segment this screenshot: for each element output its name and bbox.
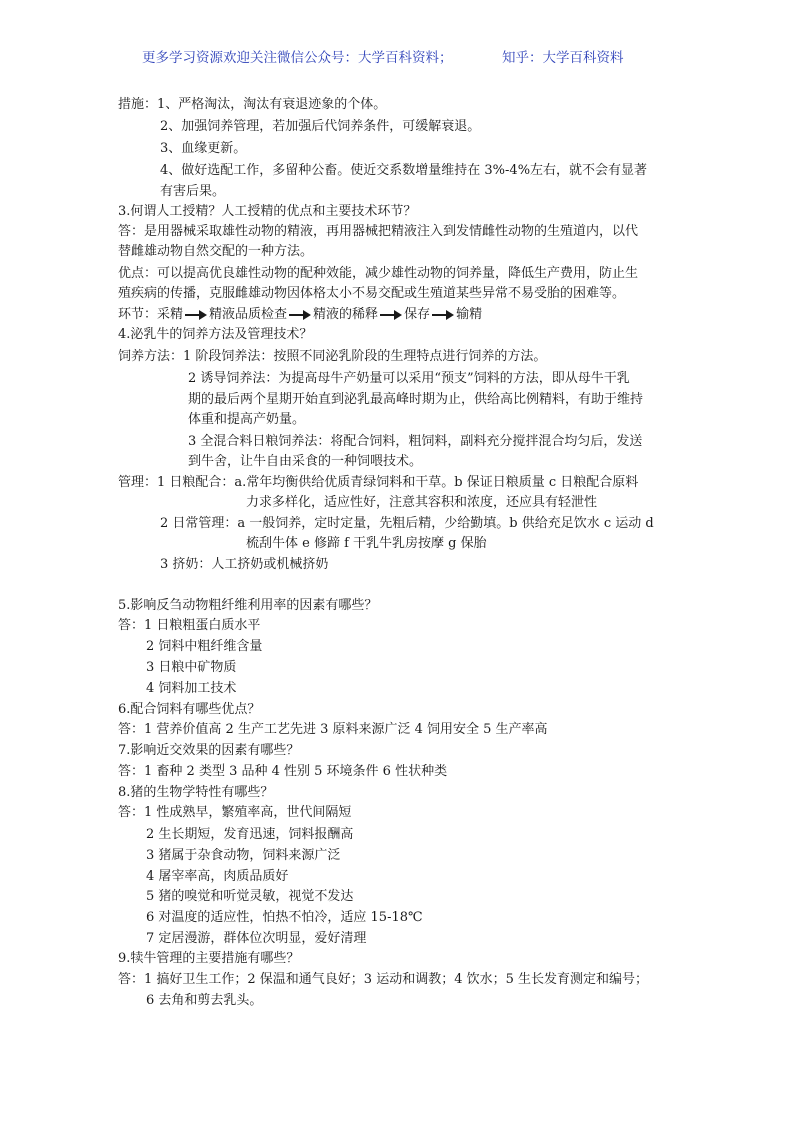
question-heading: 3.何谓人工授精？人工授精的优点和主要技术环节？ xyxy=(118,204,417,219)
text-line: 优点：可以提高优良雄性动物的配种效能，减少雄性动物的饲养量，降低生产费用，防止生 xyxy=(118,266,639,281)
question-heading: 9.犊牛管理的主要措施有哪些？ xyxy=(118,951,300,966)
text-line: 体重和提高产奶量。 xyxy=(188,412,306,427)
text-line: 3 全混合料日粮饲养法：将配合饲料，粗饲料，副料充分搅拌混合均匀后，发送 xyxy=(188,434,643,449)
right-arrow-icon xyxy=(289,310,311,320)
text-line: 答：1 畜种 2 类型 3 品种 4 性别 5 环境条件 6 性状种类 xyxy=(118,764,448,779)
text-line: 6 去角和剪去乳头。 xyxy=(146,993,263,1008)
question-heading: 4.泌乳牛的饲养方法及管理技术？ xyxy=(118,327,313,342)
process-step: 采精 xyxy=(157,307,184,322)
text-line: 2、加强饲养管理，若加强后代饲养条件，可缓解衰退。 xyxy=(160,119,481,134)
text-line: 有害后果。 xyxy=(160,184,226,199)
text-line: 答：1 性成熟早，繁殖率高，世代间隔短 xyxy=(118,805,352,820)
text-line: 管理：1 日粮配合：a.常年均衡供给优质青绿饲料和干草。b 保证日粮质量 c 日粮配合原料 xyxy=(118,475,639,490)
text-line: 答：1 日粮粗蛋白质水平 xyxy=(118,618,261,633)
text-line: 2 饲料中粗纤维含量 xyxy=(146,639,263,654)
header-wechat-notice: 更多学习资源欢迎关注微信公众号：大学百科资料； xyxy=(142,50,453,66)
text-line: 答：1 营养价值高 2 生产工艺先进 3 原料来源广泛 4 饲用安全 5 生产率高 xyxy=(118,722,548,737)
text-line: 饲养方法：1 阶段饲养法：按照不同泌乳阶段的生理特点进行饲养的方法。 xyxy=(118,349,547,364)
text-line: 6 对温度的适应性，怕热不怕冷，适应 15-18℃ xyxy=(146,910,423,925)
header-zhihu-notice: 知乎：大学百科资料 xyxy=(502,50,624,66)
right-arrow-icon xyxy=(185,310,207,320)
text-line: 殖疾病的传播，克服雌雄动物因体格太小不易交配或生殖道某些异常不易受胎的困难等。 xyxy=(118,286,626,301)
text-line: 梳刮牛体 e 修蹄 f 干乳牛乳房按摩 g 保胎 xyxy=(246,536,487,551)
text-line: 2 诱导饲养法：为提高母牛产奶量可以采用“预支”饲料的方法，即从母牛干乳 xyxy=(188,371,630,386)
text-line: 力求多样化，适应性好，注意其容积和浓度，还应具有轻泄性 xyxy=(246,495,598,510)
text-line: 3 猪属于杂食动物，饲料来源广泛 xyxy=(146,848,341,863)
text-line: 4 饲料加工技术 xyxy=(146,681,237,696)
process-step: 精液的稀释 xyxy=(313,307,379,322)
text-line: 4、做好选配工作，多留种公畜。使近交系数增量维持在 3%-4%左右，就不会有显著 xyxy=(160,163,648,178)
text-line: 答：是用器械采取雄性动物的精液，再用器械把精液注入到发情雌性动物的生殖道内，以代 xyxy=(118,224,639,239)
process-step: 输精 xyxy=(456,307,483,322)
text-line: 答：1 搞好卫生工作；2 保温和通气良好；3 运动和调教；4 饮水；5 生长发育测定和编号； xyxy=(118,972,649,987)
text-line: 期的最后两个星期开始直到泌乳最高峰时期为止，供给高比例精料，有助于维持 xyxy=(188,392,644,407)
text-line: 3、血缘更新。 xyxy=(160,141,247,156)
question-heading: 8.猪的生物学特性有哪些？ xyxy=(118,785,274,800)
text-line: 2 日常管理：a 一般饲养，定时定量，先粗后精，少给勤填。b 供给充足饮水 c 运动 d xyxy=(160,516,654,531)
text-line: 3 挤奶：人工挤奶或机械挤奶 xyxy=(160,557,329,572)
right-arrow-icon xyxy=(380,310,402,320)
text-line: 到牛舍，让牛自由采食的一种饲喂技术。 xyxy=(188,454,423,469)
text-line: 4 屠宰率高，肉质品质好 xyxy=(146,869,289,884)
text-line: 替雌雄动物自然交配的一种方法。 xyxy=(118,244,314,259)
question-heading: 6.配合饲料有哪些优点？ xyxy=(118,702,261,717)
process-step: 精液品质检查 xyxy=(209,307,288,322)
process-flow-label: 环节： xyxy=(118,307,158,322)
text-line: 2 生长期短，发育迅速，饲料报酬高 xyxy=(146,827,354,842)
text-line: 7 定居漫游，群体位次明显，爱好清理 xyxy=(146,931,367,946)
process-step: 保存 xyxy=(404,307,431,322)
right-arrow-icon xyxy=(432,310,454,320)
question-heading: 5.影响反刍动物粗纤维利用率的因素有哪些？ xyxy=(118,598,378,613)
text-line: 3 日粮中矿物质 xyxy=(146,660,237,675)
question-heading: 7.影响近交效果的因素有哪些？ xyxy=(118,743,300,758)
text-line: 措施：1、严格淘汰，淘汰有衰退迹象的个体。 xyxy=(118,97,387,112)
process-flow xyxy=(118,306,482,324)
text-line: 5 猪的嗅觉和听觉灵敏，视觉不发达 xyxy=(146,889,354,904)
